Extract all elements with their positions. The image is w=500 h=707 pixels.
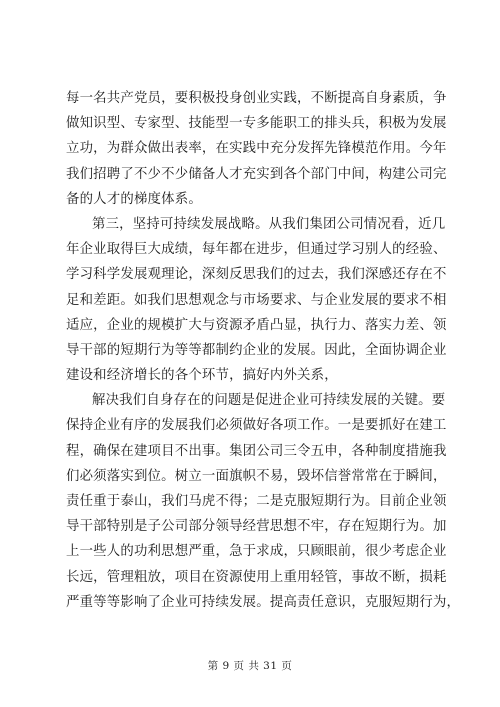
text-line: 适应，企业的规模扩大与资源矛盾凸显，执行力、落实力差、领 bbox=[66, 317, 447, 333]
text-line: 备的人才的梯度体系。 bbox=[66, 191, 202, 207]
text-line: 立功，为群众做出表率，在实践中充分发挥先锋模范作用。今年 bbox=[66, 141, 447, 157]
text-line: 每一名共产党员，要积极投身创业实践，不断提高自身素质，争 bbox=[66, 91, 447, 106]
text-line: 做知识型、专家型、技能型一专多能职工的排头兵，积极为发展 bbox=[66, 116, 447, 132]
text-line: 导干部的短期行为等等都制约企业的发展。因此，全面协调企业 bbox=[66, 342, 447, 358]
text-line: 们必须落实到位。树立一面旗帜不易，毁坏信誉常常在于瞬间， bbox=[66, 468, 447, 484]
text-line: 保持企业有序的发展我们必须做好各项工作。一是要抓好在建工 bbox=[66, 418, 447, 434]
page-number-label: 第 9 页 共 31 页 bbox=[207, 660, 293, 672]
text-line: 程，确保在建项目不出事。集团公司三令五申，各种制度措施我 bbox=[66, 443, 447, 459]
text-line: 上一些人的功利思想严重，急于求成，只顾眼前，很少考虑企业 bbox=[66, 544, 447, 560]
text-line: 学习科学发展观理论，深刻反思我们的过去，我们深感还存在不 bbox=[66, 267, 447, 283]
text-line: 建设和经济增长的各个环节，搞好内外关系， bbox=[66, 368, 338, 384]
text-line: 严重等等影响了企业可持续发展。提高责任意识，克服短期行为， bbox=[66, 594, 461, 610]
body-text bbox=[66, 86, 461, 615]
text-line: 第三，坚持可持续发展战略。从我们集团公司情况看，近几 bbox=[92, 216, 446, 232]
text-line: 足和差距。如我们思想观念与市场要求、与企业发展的要求不相 bbox=[66, 292, 447, 308]
text-line: 导干部特别是子公司部分领导经营思想不牢，存在短期行为。加 bbox=[66, 519, 447, 535]
text-line: 我们招聘了不少不少储备人才充实到各个部门中间，构建公司完 bbox=[66, 166, 447, 182]
page-footer bbox=[0, 658, 500, 673]
text-line: 解决我们自身存在的问题是促进企业可持续发展的关键。要 bbox=[92, 393, 446, 409]
text-line: 年企业取得巨大成绩，每年都在进步，但通过学习别人的经验、 bbox=[66, 242, 447, 258]
text-line: 责任重于泰山，我们马虎不得；二是克服短期行为。目前企业领 bbox=[66, 494, 447, 509]
text-line: 长远，管理粗放，项目在资源使用上重用轻管，事故不断，损耗 bbox=[66, 569, 447, 585]
